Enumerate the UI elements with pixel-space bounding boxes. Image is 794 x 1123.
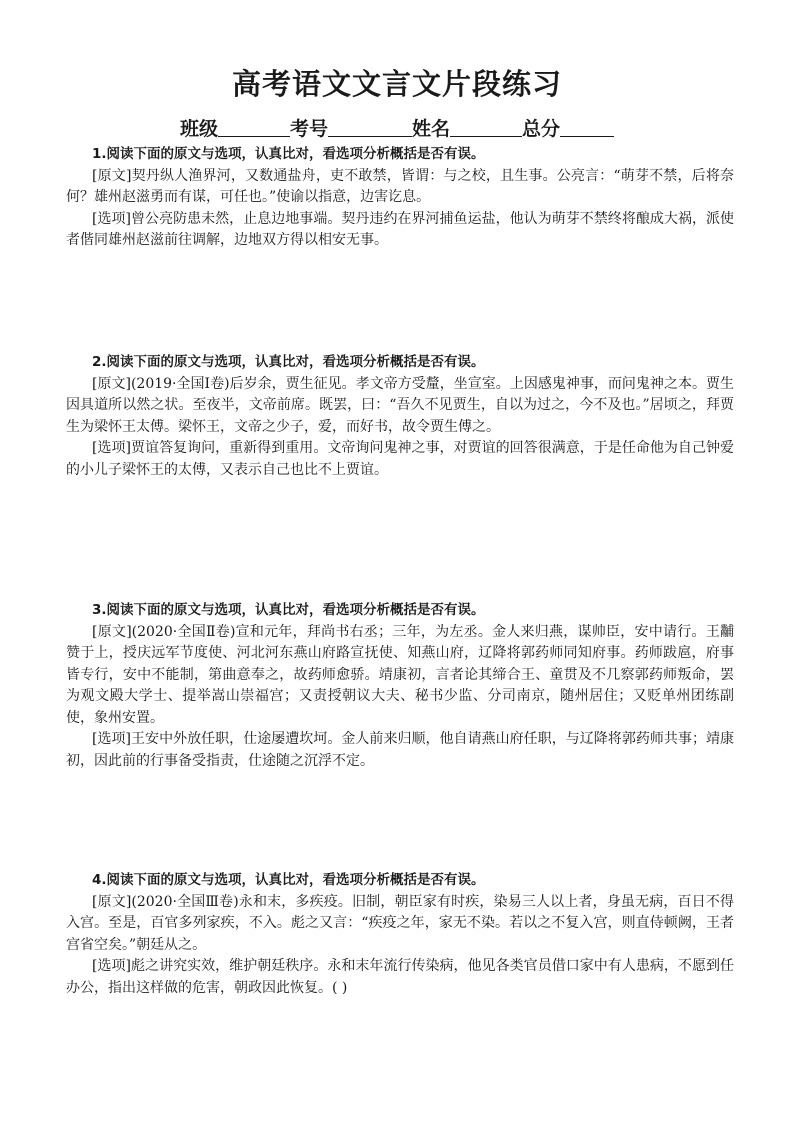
- question-heading: 1.阅读下面的原文与选项，认真比对，看选项分析概括是否有误。: [92, 146, 485, 162]
- option-tag: [选项]: [92, 210, 131, 227]
- original-text: [66, 622, 734, 730]
- class-blank: [218, 118, 290, 137]
- option-body: 王安中外放任职，仕途屡遭坎坷。金人前来归顺，他自请燕山府任职，与辽降将郭药师共事；靖康初，因此前的行事备受指责，仕途随之沉浮不定。: [66, 731, 734, 769]
- question-heading: 2.阅读下面的原文与选项，认真比对，看选项分析概括是否有误。: [92, 354, 485, 370]
- option-body: 彪之讲究实效，维护朝廷秩序。永和末年流行传染病，他见各类官员借口家中有人患病，不愿到任办公，指出这样做的危害，朝政因此恢复。( ): [66, 958, 734, 996]
- original-text: [66, 892, 734, 957]
- question-3: [66, 600, 734, 772]
- original-tag: [原文]: [92, 893, 132, 910]
- question-heading: 4.阅读下面的原文与选项，认真比对，看选项分析概括是否有误。: [92, 872, 485, 888]
- original-body: 契丹纵人渔界河，又数通盐舟，吏不敢禁，皆谓：与之校，且生事。公亮言：“萌芽不禁，后将奈何？雄州赵滋勇而有谋，可任也。”使谕以指意，边害讫息。: [66, 167, 734, 205]
- question-4: [66, 870, 734, 999]
- original-body: (2020·全国Ⅱ卷)宣和元年，拜尚书右丞；三年，为左丞。金人来归燕，谋帅臣，安中请行。王黼赞于上，授庆远军节度使、河北河东燕山府路宣抚使、知燕山府，辽降将郭药师同知府事。药师跋扈，府事皆专行，安中不能制，第曲意奉之，故药师愈骄。靖康初，言者论其缔合王、童贯及不几察郭药师叛命，罢为观文殿大学士、提举嵩山崇福宫；又责授朝议大夫、秘书少监、分司南京，随州居住；又贬单州团练副使，象州安置。: [66, 623, 734, 726]
- original-body: (2020·全国Ⅲ卷)永和末，多疾疫。旧制，朝臣家有时疾，染易三人以上者，身虽无病，百日不得入宫。至是，百官多列家疾，不入。彪之又言：“疾疫之年，家无不染。若以之不复入宫，则直侍顿阙，王者宫省空矣。”朝廷从之。: [66, 893, 734, 953]
- number-blank: [328, 118, 412, 137]
- option-text: [66, 209, 734, 252]
- question-2: [66, 352, 734, 481]
- question-1: [66, 144, 734, 252]
- original-tag: [原文]: [92, 167, 132, 184]
- original-body: (2019·全国Ⅰ卷)后岁余，贾生征见。孝文帝方受釐，坐宣室。上因感鬼神事，而问鬼神之本。贾生因具道所以然之状。至夜半，文帝前席。既罢，曰：“吾久不见贾生，自以为过之，今不及也。”居顷之，拜贾生为梁怀王太傅。梁怀王，文帝之少子，爱，而好书，故令贾生傅之。: [66, 375, 734, 435]
- option-body: 贾谊答复询问，重新得到重用。文帝询问鬼神之事，对贾谊的回答很满意，于是任命他为自己钟爱的小儿子梁怀王的太傅，又表示自己也比不上贾谊。: [66, 440, 734, 478]
- option-body: 曾公亮防患未然，止息边地事端。契丹违约在界河捕鱼运盐，他认为萌芽不禁终将酿成大祸，派使者偕同雄州赵滋前往调解，边地双方得以相安无事。: [66, 210, 734, 248]
- page-title: 高考语文文言文片段练习: [231, 67, 562, 101]
- option-tag: [选项]: [92, 958, 131, 974]
- number-label: 考号: [289, 118, 328, 140]
- option-text: [66, 956, 734, 999]
- option-text: [66, 438, 734, 481]
- original-text: [66, 374, 734, 439]
- option-text: [66, 729, 734, 772]
- question-heading: 3.阅读下面的原文与选项，认真比对，看选项分析概括是否有误。: [92, 602, 485, 618]
- student-info-line: [0, 114, 794, 141]
- name-label: 姓名: [412, 118, 451, 140]
- score-blank: [560, 118, 614, 137]
- original-tag: [原文]: [92, 375, 131, 392]
- original-tag: [原文]: [92, 623, 132, 640]
- score-label: 总分: [522, 118, 561, 140]
- option-tag: [选项]: [92, 731, 131, 747]
- option-tag: [选项]: [92, 440, 131, 456]
- name-blank: [450, 118, 522, 137]
- class-label: 班级: [179, 118, 218, 140]
- original-text: [66, 166, 734, 209]
